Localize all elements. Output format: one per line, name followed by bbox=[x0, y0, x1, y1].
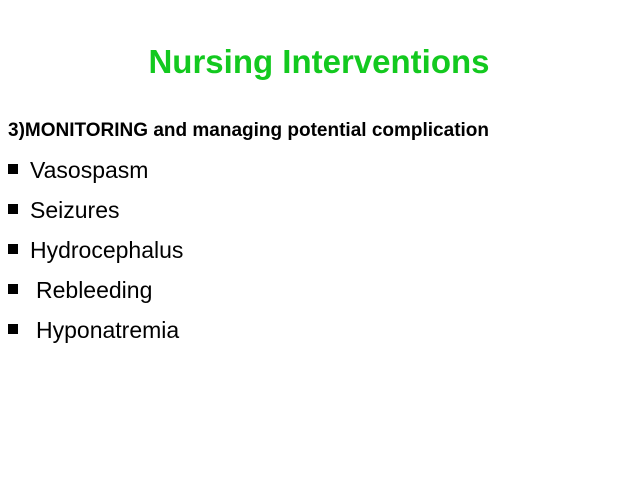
square-bullet-icon bbox=[8, 244, 18, 254]
bullet-label: Hyponatremia bbox=[36, 317, 180, 343]
square-bullet-icon bbox=[8, 284, 18, 294]
section-subheading: 3)MONITORING and managing potential complication bbox=[8, 120, 490, 141]
bullet-label: Rebleeding bbox=[36, 277, 153, 303]
square-bullet-icon bbox=[8, 164, 18, 174]
square-bullet-icon bbox=[8, 324, 18, 334]
slide-title: Nursing Interventions bbox=[148, 43, 490, 80]
square-bullet-icon bbox=[8, 204, 18, 214]
bullet-label: Seizures bbox=[30, 197, 120, 223]
bullet-label: Vasospasm bbox=[30, 157, 149, 183]
bullet-label: Hydrocephalus bbox=[30, 237, 184, 263]
